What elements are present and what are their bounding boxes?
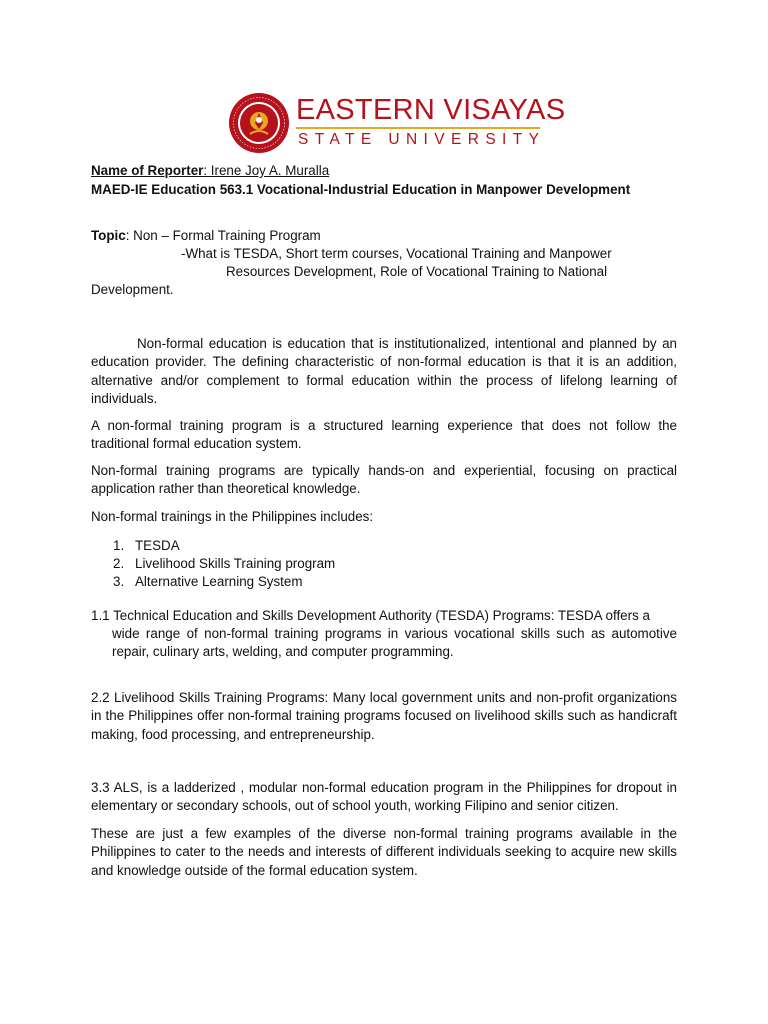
list-item: 3. Alternative Learning System [113,573,303,589]
paragraph-1: Non-formal education is education that is institutionalized, intentional and planned by an education provider. The defining characteristic of non-formal education is that it is an addition, alternative and/or complement to formal education within the process of lifelong learning of individuals. [91,336,677,406]
closing-paragraph: These are just a few examples of the diverse non-formal training programs available in the Philippines to cater to the needs and interests of different individuals seeking to acquire new skills and knowledge outside of the formal education system. [91,826,677,878]
section-1-1-first-line: 1.1 Technical Education and Skills Development Authority (TESDA) Programs: TESDA offers a [91,608,650,623]
topic-line [91,227,321,245]
reporter-name: : Irene Joy A. Muralla [203,163,330,178]
paragraph-4: Non-formal trainings in the Philippines includes: [91,509,374,524]
paragraph-3: Non-formal training programs are typically hands-on and experiential, focusing on practical application rather than theoretical knowledge. [91,463,677,497]
section-2-2: 2.2 Livelihood Skills Training Programs: Many local government units and non-profit organizations in the Philippines offer non-formal training programs focused on livelihood skills such as handicraft making, food processing, and entrepreneurship. [91,690,677,742]
topic-subline-3: Development. [91,282,174,297]
section-3-3: 3.3 ALS, is a ladderized , modular non-formal education program in the Philippines for dropout in elementary or secondary schools, out of school youth, working Filipino and senior citizen. [91,780,677,814]
topic-subline-1: -What is TESDA, Short term courses, Vocational Training and Manpower [181,246,612,261]
university-name-line1: EASTERN VISAYAS [296,94,566,126]
reporter-line [91,162,329,180]
topic-label: Topic [91,228,126,243]
logo-divider [296,127,540,129]
list-item: 2. Livelihood Skills Training program [113,555,336,571]
topic-title: : Non – Formal Training Program [125,228,321,243]
paragraph-2: A non-formal training program is a structured learning experience that does not follow the traditional formal education system. [91,418,677,452]
university-seal-icon [228,92,290,154]
university-name-line2: STATE UNIVERSITY [298,131,546,148]
section-1-1-body: wide range of non-formal training programs in various vocational skills such as automotive repair, culinary arts, welding, and computer programming. [112,626,677,660]
course-title: MAED-IE Education 563.1 Vocational-Industrial Education in Manpower Development [91,182,631,197]
reporter-label: Name of Reporter [91,163,204,178]
training-list [108,537,335,590]
list-item: 1. TESDA [113,538,180,553]
university-logo [228,90,566,154]
topic-subline-2: Resources Development, Role of Vocational Training to National [226,264,608,279]
